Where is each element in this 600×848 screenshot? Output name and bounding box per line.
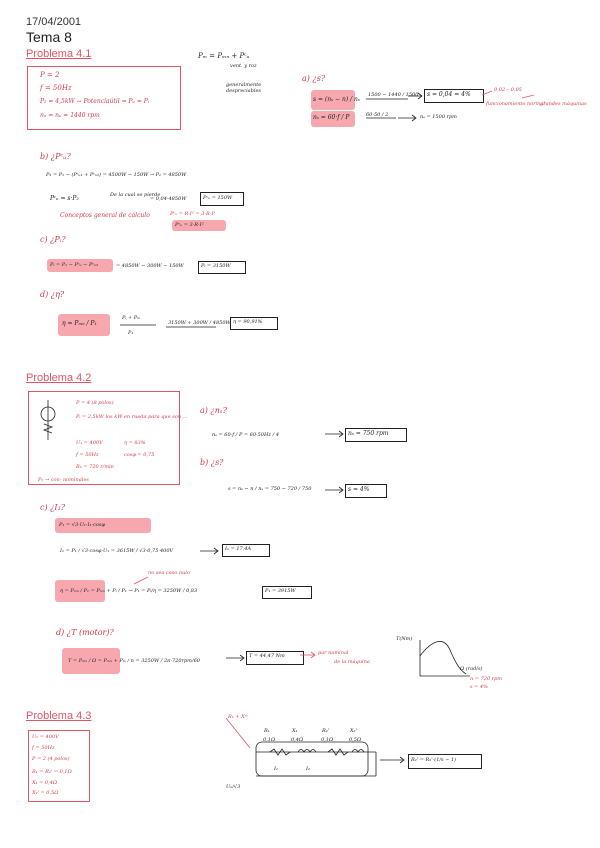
equation: P₂ = P₁ − (Pᶜᵤ₁ + Pᶜᵤ₂) = 4500W − 150W → P₁ = 4850W — [46, 172, 187, 178]
equation: s = nₛ − n / nₛ = 750 − 720 / 750 — [228, 486, 312, 492]
pm-note: vent. y roz — [230, 63, 257, 69]
question-a: a) ¿s? — [302, 74, 326, 83]
equation: T = Pₘₙ / Ω = Pₘₙ + Pₘ / n = 3250W / 2π·720rpm/60 — [68, 658, 200, 664]
slip-result: s = 0,04 = 4% — [427, 91, 471, 98]
given-line: P = 4 (8 polos) — [76, 400, 114, 406]
red-note: no sea caso nulo — [148, 570, 190, 576]
given-line: Uₙ = 400V — [32, 734, 59, 740]
result-box: η = 90,91% — [233, 319, 263, 325]
given-line: cosφ = 0,75 — [124, 452, 155, 458]
problem-heading-4-3: Problema 4.3 — [26, 710, 92, 722]
circuit-label: X₂' — [350, 728, 357, 734]
given-line: P = 2 — [40, 71, 60, 79]
given-line: P₂ = 4,5kW → Potenciaútil = Pᵤ = Pᵢ — [40, 98, 150, 105]
red-formula: Pᶜᵤ = R·I² = 3·R·I² — [170, 211, 216, 217]
equation: Pᶜᵤ = s·P₂ — [50, 195, 79, 202]
circuit-value: 0,1Ω — [321, 737, 334, 743]
graph-note: s = 4% — [470, 684, 488, 690]
equation: 3150W + 300W / 4850W — [168, 320, 231, 326]
note: funcionamiento normal — [486, 101, 545, 107]
pm-note: generalmente despreciables — [226, 82, 262, 94]
graph-x-label: Ω (rad/s) — [460, 666, 483, 672]
given-line: P₂ → con· nominales — [38, 477, 89, 483]
red-note: par nominal — [318, 650, 349, 656]
equation: nₛ = 60·f / P = 60·50Hz / 4 — [212, 432, 280, 438]
highlight: Pᶜᵤ = 3·R·I² — [175, 222, 204, 228]
highlight: P₁ = √3·U₁·I₁·cosφ — [59, 522, 105, 528]
result-box: R₂' = R₂'·(1/s − 1) — [411, 757, 457, 763]
given-line: U₁ = 400V — [76, 440, 103, 446]
given-line: f = 50Hz — [32, 745, 55, 751]
note: De la cual se pierde — [110, 192, 161, 198]
equation: P₁ — [128, 330, 134, 336]
note: 0,02 – 0,05 — [494, 87, 522, 93]
given-line: X₁ = 0,4Ω — [32, 780, 58, 786]
ns-formula: nₛ = 60·f / P — [313, 114, 350, 121]
given-line: P = 2 (4 polos) — [32, 756, 70, 762]
problem-heading-4-1: Problema 4.1 — [26, 48, 92, 60]
equation: = 4850W − 300W − 150W — [116, 263, 184, 269]
given-line: R₁ = R₂' = 0,1Ω — [32, 769, 72, 775]
ns-calc: 60·50 / 2 — [366, 112, 389, 118]
circuit-current: I₂ — [306, 766, 310, 772]
pm-formula: Pₘ = Pₘₙ + Pᶜᵤ — [198, 52, 250, 60]
equation: η = Pₘₙ / P₁ — [62, 320, 97, 327]
circuit-value: 0,1Ω — [263, 737, 276, 743]
circuit-value: 0,4Ω — [291, 737, 304, 743]
circuit-label: R₂' — [322, 728, 330, 734]
given-line: f = 50Hz — [40, 84, 72, 92]
page-title: Tema 8 — [26, 29, 72, 45]
result-box: nₛ = 750 rpm — [348, 430, 389, 437]
graph-y-label: T(Nm) — [396, 636, 413, 642]
graph-note: n = 720 rpm — [470, 676, 503, 682]
given-line: R₂ = 720 r/min — [76, 464, 114, 470]
circuit-label: R₁ — [264, 728, 270, 734]
circuit-label: X₁ — [292, 728, 298, 734]
result-box: Pᵢ = 3150W — [201, 263, 231, 269]
result-box: P₁ = 3915W — [265, 588, 296, 594]
given-line: Pᵢ = 2,5kW los kW en rueda para que son ... — [76, 414, 188, 420]
circuit-value: 0,5Ω — [349, 737, 362, 743]
given-line: nₙ = nᵤ = 1440 rpm — [40, 112, 100, 119]
equation: I₁ = P₁ / √3·cosφ·U₁ = 3615W / √3·0,75·400V — [60, 548, 174, 554]
slip-calc: 1500 − 1440 / 1500 — [368, 92, 419, 98]
result-box: I₁ = 17,4A — [225, 546, 252, 552]
result-box: Pᶜᵤ = 150W — [203, 195, 233, 201]
ns-result: nₛ = 1500 rpm — [420, 114, 457, 120]
given-line: η = 83% — [124, 440, 146, 446]
given-line: X₂' = 0,5Ω — [32, 790, 59, 796]
date: 17/04/2001 — [26, 16, 82, 28]
equation: η = Pₘₙ / P₁ = Pₘₙ + Pᵢ / P₁ → P₁ = Pᵢ/η = 3250W / 0,83 — [60, 588, 198, 594]
question-c: c) ¿Pᵢ? — [40, 235, 66, 244]
slip-formula: s = (nₛ − n) / nₛ — [313, 96, 360, 103]
question-d: d) ¿T (motor)? — [56, 628, 114, 637]
question-b: b) ¿s? — [200, 458, 224, 467]
problem-heading-4-2: Problema 4.2 — [26, 372, 92, 384]
result-box: T = 44,47 Nm — [249, 653, 285, 659]
equation: Pᵢ + Pₘ — [122, 315, 141, 321]
red-note: Conceptos general de cálculo — [60, 212, 150, 219]
circuit-label: R₁ + Xᶜᶜ — [228, 714, 249, 720]
note: grandes máquinas — [540, 101, 587, 107]
red-note: de la máquina — [334, 659, 370, 665]
question-c: c) ¿I₁? — [40, 503, 66, 512]
given-line: f = 50Hz — [76, 452, 99, 458]
question-d: d) ¿η? — [40, 290, 65, 299]
circuit-source: Uₙ/√3 — [226, 784, 241, 790]
question-a: a) ¿nₛ? — [200, 406, 227, 415]
equation: Pᵢ = P₁ − Pᶜᵤ − Pᶜᵤ₂ — [50, 262, 99, 268]
equation: = 0,04·4850W — [150, 196, 187, 202]
question-b: b) ¿Pᶜᵤ? — [40, 152, 71, 161]
circuit-current: I₁ — [274, 766, 278, 772]
result-box: s = 4% — [348, 486, 370, 493]
